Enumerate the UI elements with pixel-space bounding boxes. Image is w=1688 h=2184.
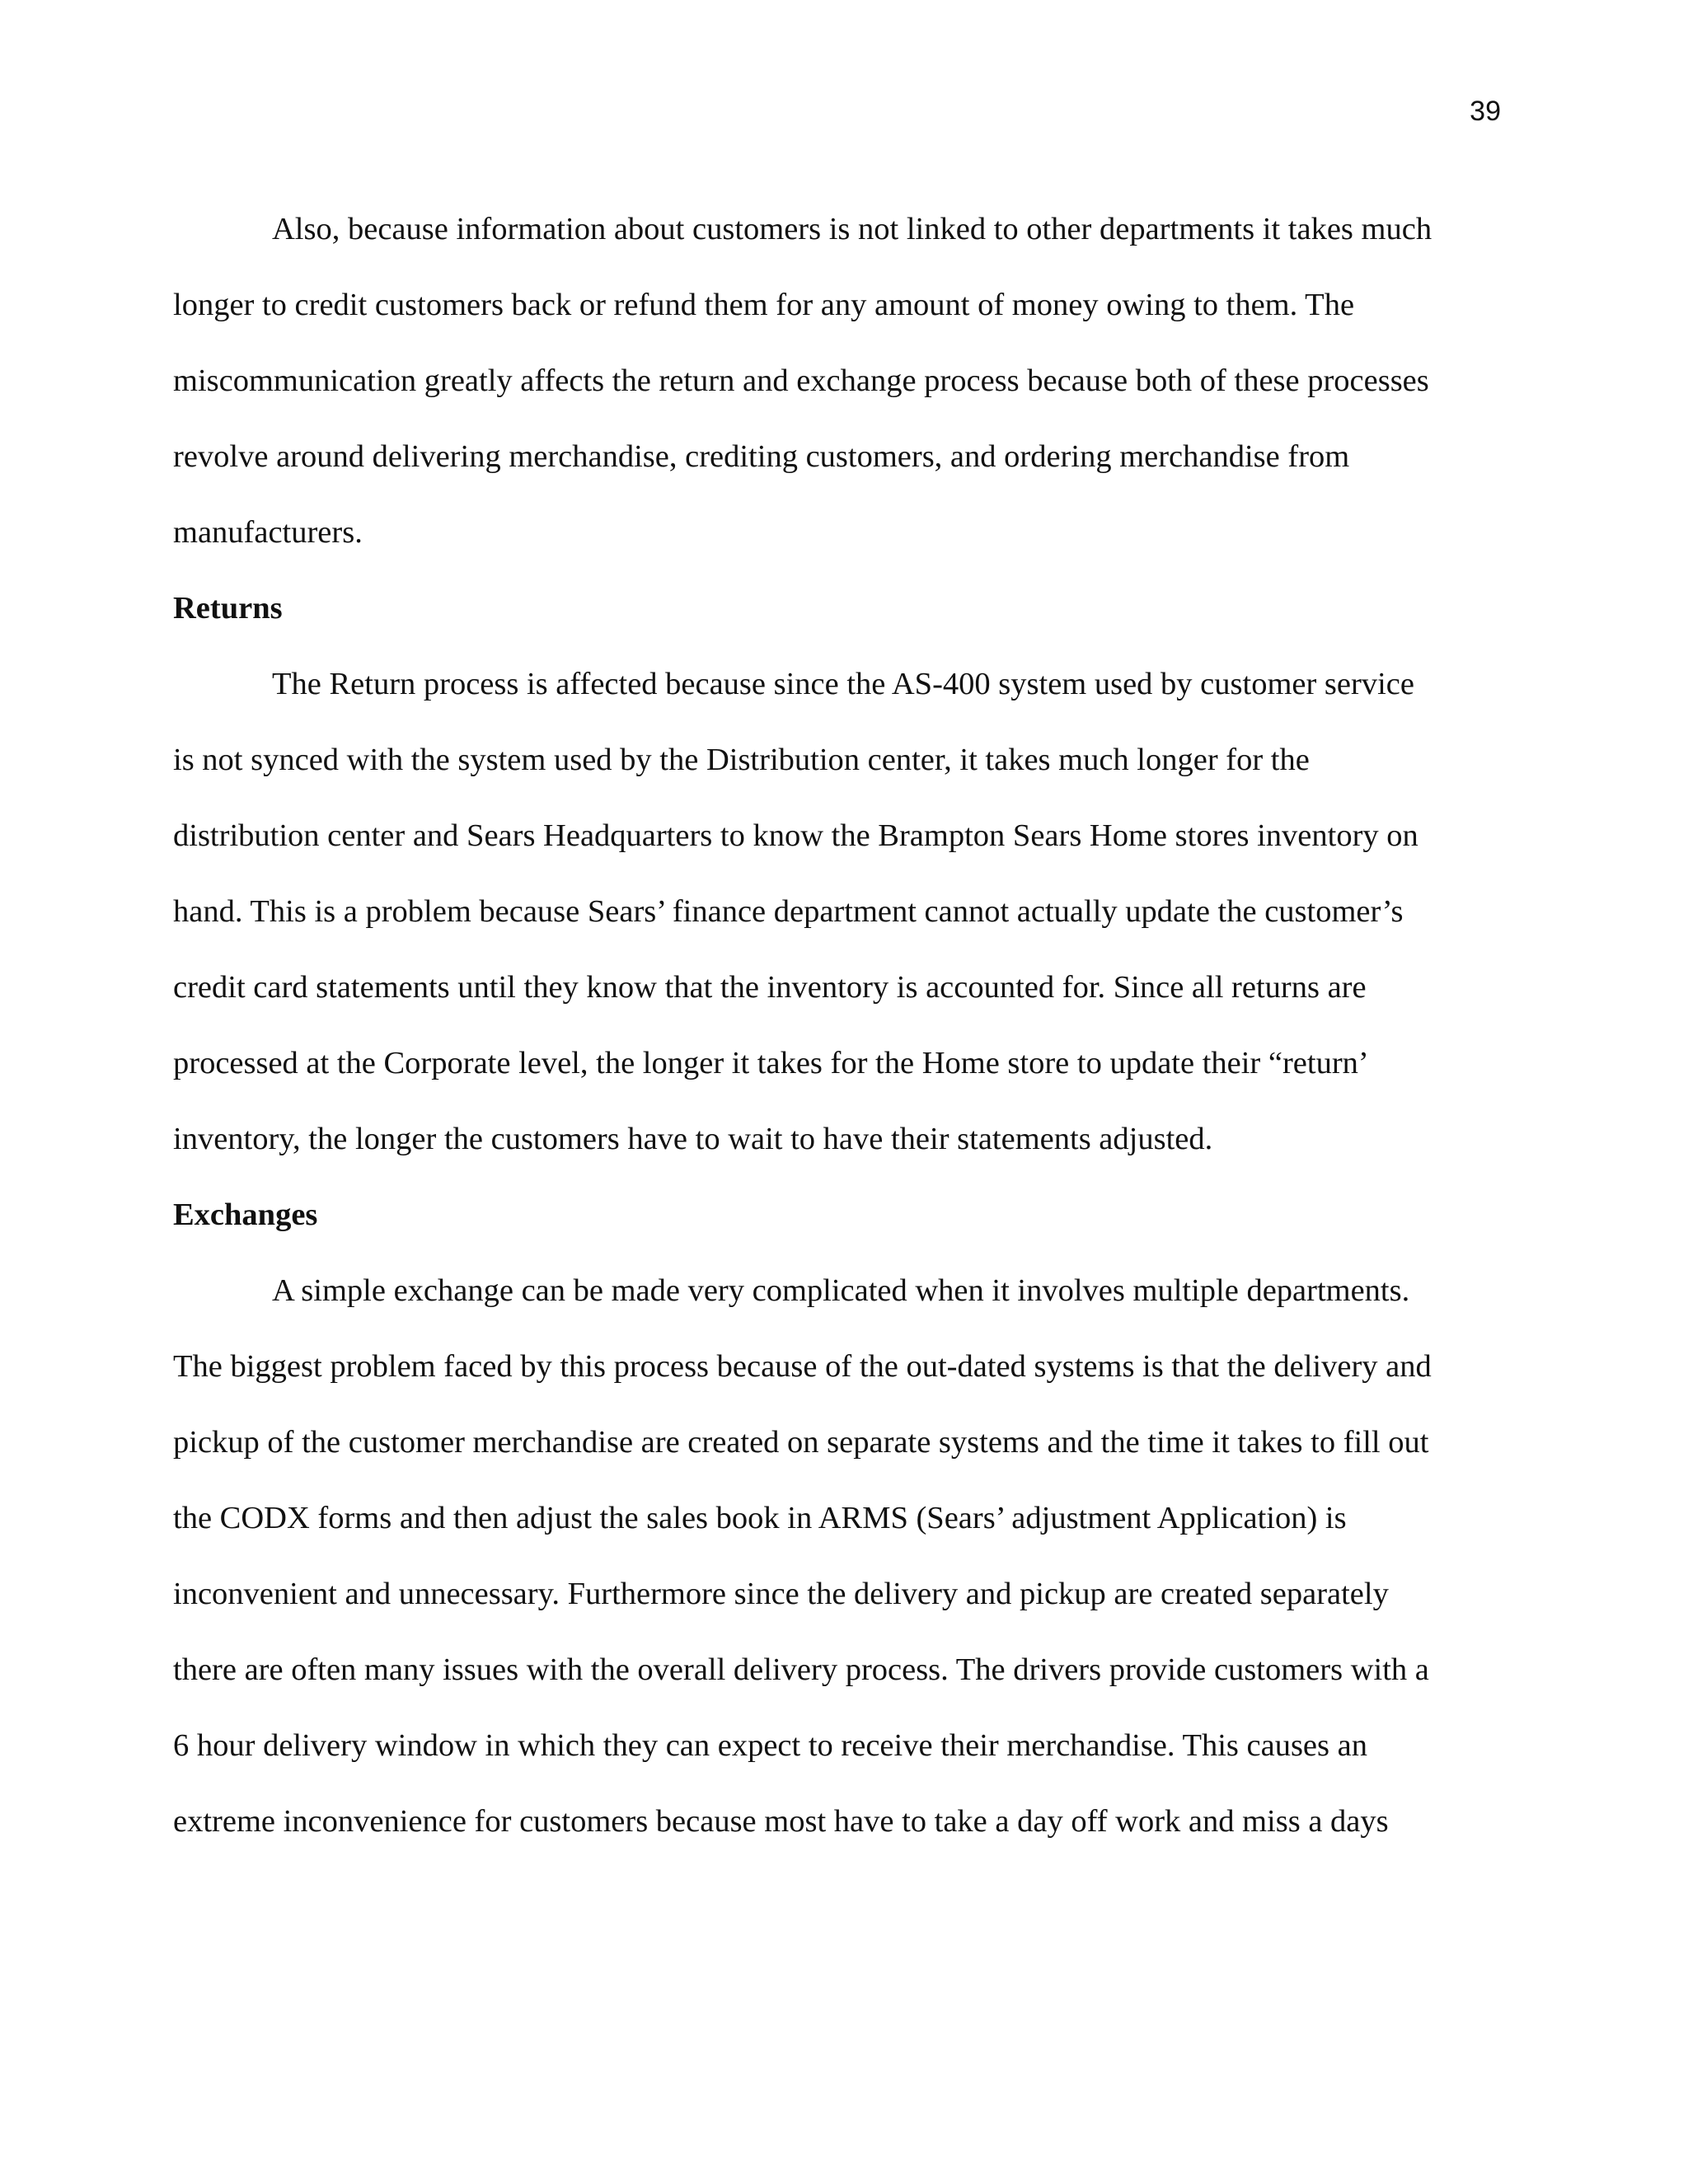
text-line: The Return process is affected because since the AS-400 system used by customer service — [272, 667, 1414, 701]
document-body — [173, 191, 1497, 1859]
text-line: is not synced with the system used by the Distribution center, it takes much longer for the — [173, 743, 1310, 777]
paragraph-intro — [173, 191, 1497, 570]
text-line: the CODX forms and then adjust the sales book in ARMS (Sears’ adjustment Application) is — [173, 1501, 1347, 1535]
text-line: inventory, the longer the customers have to wait to have their statements adjusted. — [173, 1122, 1213, 1156]
text-line: manufacturers. — [173, 515, 363, 550]
text-line: Also, because information about customers is not linked to other departments it takes much — [272, 212, 1432, 246]
paragraph-exchanges — [173, 1253, 1497, 1859]
text-line: hand. This is a problem because Sears’ finance department cannot actually update the customer’s — [173, 894, 1404, 929]
text-line: 6 hour delivery window in which they can expect to receive their merchandise. This causes an — [173, 1728, 1367, 1763]
text-line: The biggest problem faced by this process because of the out-dated systems is that the delivery and — [173, 1349, 1432, 1384]
text-line: distribution center and Sears Headquarters to know the Brampton Sears Home stores inventory on — [173, 818, 1418, 853]
text-line: processed at the Corporate level, the longer it takes for the Home store to update their “return’ — [173, 1046, 1369, 1080]
text-line: there are often many issues with the overall delivery process. The drivers provide customers with a — [173, 1652, 1429, 1687]
text-line: pickup of the customer merchandise are created on separate systems and the time it takes to fill out — [173, 1425, 1429, 1460]
text-line: extreme inconvenience for customers because most have to take a day off work and miss a days — [173, 1804, 1389, 1839]
text-line: miscommunication greatly affects the return and exchange process because both of these processes — [173, 363, 1429, 398]
text-line: inconvenient and unnecessary. Furthermore since the delivery and pickup are created separately — [173, 1577, 1389, 1611]
text-line: credit card statements until they know that the inventory is accounted for. Since all returns are — [173, 970, 1367, 1005]
text-line: longer to credit customers back or refund them for any amount of money owing to them. The — [173, 288, 1355, 322]
page-number: 39 — [1470, 96, 1501, 127]
text-line: A simple exchange can be made very complicated when it involves multiple departments. — [272, 1273, 1410, 1308]
section-heading-exchanges: Exchanges — [173, 1197, 318, 1232]
text-line: revolve around delivering merchandise, crediting customers, and ordering merchandise from — [173, 439, 1350, 474]
section-heading-returns: Returns — [173, 591, 283, 626]
paragraph-returns — [173, 646, 1497, 1177]
